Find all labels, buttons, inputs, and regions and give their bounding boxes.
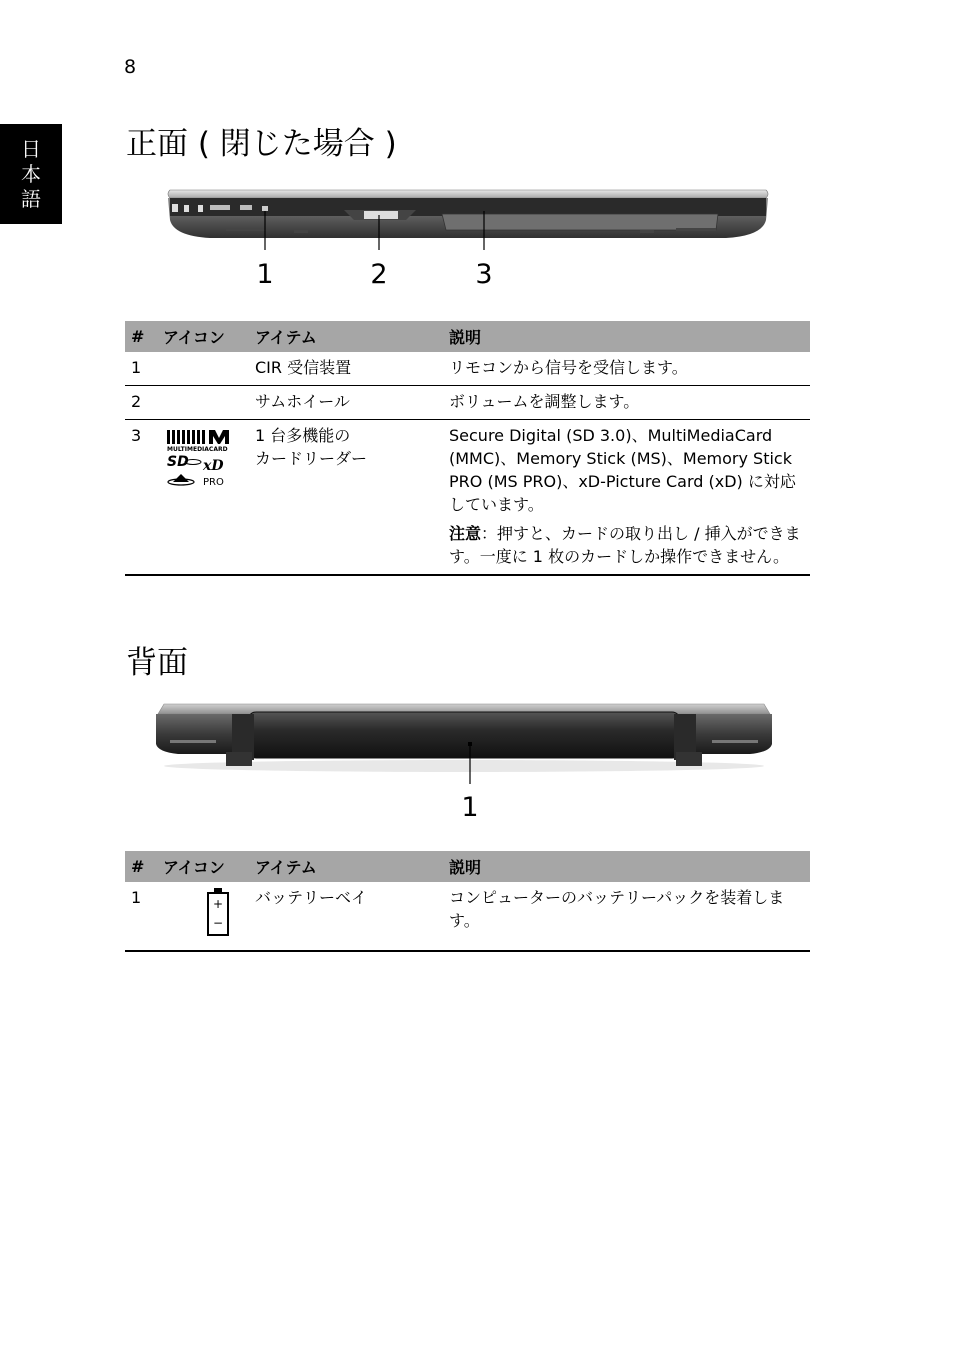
table-header-row: [125, 321, 810, 352]
card-reader-logos-icon: [163, 424, 233, 490]
language-tab-char: 日: [21, 136, 41, 161]
front-components-table: [125, 321, 810, 576]
table-row: [125, 420, 810, 576]
note-text: ：押すと、カードの取り出し / 挿入ができます。一度に 1 枚のカードしか操作できません。: [449, 524, 801, 566]
col-header: 説明: [443, 321, 810, 352]
row-number: 1: [125, 882, 157, 951]
battery-icon: [163, 886, 233, 938]
sd-logo-text: SD: [167, 454, 189, 470]
row-icon-empty: [157, 386, 249, 420]
back-components-table: [125, 851, 810, 952]
ms-pro-logo-text: PRO: [203, 477, 224, 488]
mmc-logo-text: MULTIMEDIACARD: [167, 446, 228, 453]
note-label: 注意: [449, 524, 482, 543]
col-header: アイコン: [157, 321, 249, 352]
callout-2: 2: [370, 259, 388, 290]
laptop-rear-view-image: [150, 700, 778, 792]
table-row: [125, 352, 810, 386]
row-description: リモコンから信号を受信します。: [443, 352, 810, 386]
language-tab-char: 語: [21, 186, 41, 211]
row-item: [249, 420, 443, 576]
row-icon: [157, 420, 249, 576]
note: [449, 522, 806, 568]
xd-logo-text: xD: [203, 458, 224, 474]
row-item-line: 1 台多機能の: [255, 426, 351, 445]
col-header: 説明: [443, 851, 810, 882]
row-number: 1: [125, 352, 157, 386]
callout-1: 1: [256, 259, 274, 290]
table-header-row: [125, 851, 810, 882]
row-description: [443, 420, 810, 576]
col-header: アイテム: [249, 851, 443, 882]
battery-plus-text: +: [212, 897, 224, 911]
row-number: 3: [125, 420, 157, 576]
section-title-back: 背面: [126, 645, 188, 681]
row-number: 2: [125, 386, 157, 420]
col-header: アイコン: [157, 851, 249, 882]
battery-minus-text: −: [212, 916, 224, 930]
language-tab-char: 本: [21, 161, 41, 186]
row-icon: [157, 882, 249, 951]
row-description: ボリュームを調整します。: [443, 386, 810, 420]
row-icon-empty: [157, 352, 249, 386]
table-row: [125, 882, 810, 951]
callout-3: 3: [475, 259, 493, 290]
language-tab: [0, 124, 62, 224]
callout-back-1: 1: [461, 792, 479, 823]
laptop-front-view-image: [166, 184, 770, 250]
page-number: 8: [124, 56, 137, 78]
col-header: アイテム: [249, 321, 443, 352]
row-item: CIR 受信装置: [249, 352, 443, 386]
row-description-text: Secure Digital (SD 3.0)、MultiMediaCard (MMC)、Memory Stick (MS)、Memory Stick PRO (MS PRO)、xD-Picture Card (xD) に対応しています。: [449, 426, 796, 514]
row-description: コンピューターのバッテリーパックを装着します。: [443, 882, 810, 951]
section-title-front: 正面 ( 閉じた場合 ): [126, 126, 397, 162]
col-header: #: [125, 851, 157, 882]
row-item: サムホイール: [249, 386, 443, 420]
table-row: [125, 386, 810, 420]
col-header: #: [125, 321, 157, 352]
row-item-line: カードリーダー: [255, 449, 368, 468]
row-item: バッテリーベイ: [249, 882, 443, 951]
